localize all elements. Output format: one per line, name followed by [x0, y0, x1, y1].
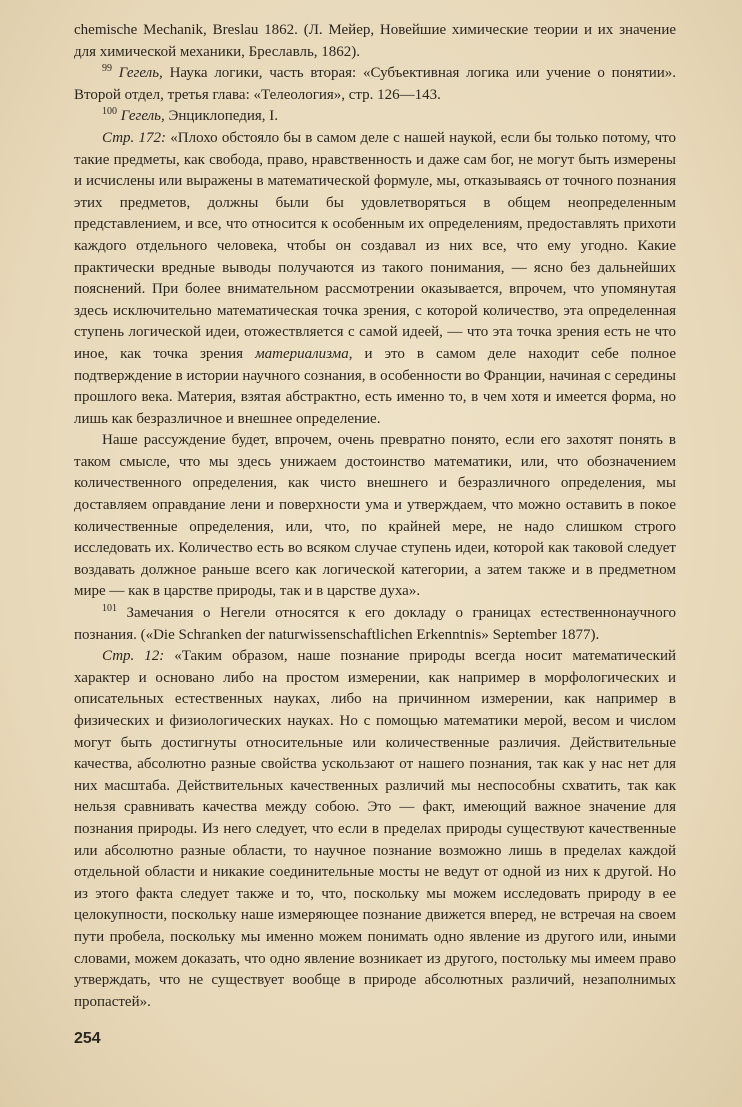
quote-text-cont: , и это в самом деле находит себе полное подтверждение в истории научного сознания, в особенности во Франции, начиная с середины прошлого века. Материя, взятая абстрактно, есть именно то, в чем хотя и имеется форма, но лишь как безразличное и внешнее определение. [74, 345, 676, 427]
footnote-author: Гегель, [120, 108, 165, 125]
quote-paragraph-1 [74, 128, 676, 430]
continued-footnote: chemische Mechanik, Breslau 1862. (Л. Мейер, Новейшие химические теории и их значение для химической механики, Бреславль, 1862). [74, 22, 676, 60]
page-reference: Стр. 12: [102, 648, 165, 665]
quote-text: «Плохо обстояло бы в самом деле с нашей наукой, если бы только потому, что такие предметы, как свобода, право, нравственность и даже сам бог, не могут быть измерены и исчислены или выражены в математической формуле, мы, отказываясь от точного познания этих предметов, должны были бы удовлетворяться в общем неопределенным представлением, и все, что относится к особенным их определениям, предоставлять прихоти каждого отдельного человека, чтобы он создавал из них все, что ему угодно. Какие практически вредные выводы получаются из такого понимания, — ясно без дальнейших пояснений. При более внимательном рассмотрении оказывается, впрочем, что упомянутая здесь исключительно математическая точка зрения, с которой количество, эта определенная ступень логической идеи, отожествляется с самой идеей, — что эта точка зрения есть не что иное, как точка зрения [74, 129, 676, 362]
quote-paragraph-2: Наше рассуждение будет, впрочем, очень превратно понято, если его захотят понять в таком смысле, что мы здесь унижаем достоинство математики, или, что обозначением количественного определения, как чисто внешнего и безразличного определения, мы доставляем оправдание лени и поверхности ума и утверждаем, что можно оставить в покое количественные определения, или, что, по крайней мере, не надо слишком строго исследовать их. Количество есть во всяком случае ступень идеи, которой как таковой следует воздавать должное раньше всего как логической категории, а затем также и в предметном мире — как в царстве природы, так и в царстве духа». [74, 432, 676, 600]
page-reference: Стр. 172: [102, 129, 167, 146]
footnote-author: Гегель, [118, 65, 163, 82]
text-body [74, 20, 676, 1013]
quote-paragraph-3 [74, 646, 676, 1013]
footnote-text: Наука логики, часть вторая: «Субъективная логика или учение о понятии». Второй отдел, третья глава: «Телеология», стр. 126—143. [74, 65, 677, 103]
footnote-99 [74, 63, 676, 106]
emphasis: материализма [255, 345, 349, 362]
footnote-number: 101 [102, 603, 117, 615]
footnote-100 [74, 106, 676, 128]
footnote-text: Энциклопедия, I. [164, 108, 279, 125]
footnote-number: 99 [102, 63, 112, 75]
footnote-text: Замечания о Негели относятся к его докладу о границах естественнонаучного познания. («Die Schranken der naturwissenschaftlichen Erkenntnis» September 1877). [74, 605, 676, 643]
page-number: 254 [74, 1030, 101, 1047]
footnote-number: 100 [102, 106, 117, 118]
footnote-101 [74, 603, 676, 646]
quote-text: «Таким образом, наше познание природы всегда носит математический характер и основано либо на простом измерении, как например в морфологических и описательных естественных науках, либо на причинном измерении, как например в физических и физиологических науках. Но с помощью математики мерой, весом и числом могут быть достигнуты относительные или количественные различия. Действительные качества, абсолютно разные свойства ускользают от нашего познания, так как у нас нет для них масштаба. Действительных качественных различий мы неспособны схватить, так как нельзя сравнивать качества между собою. Это — факт, имеющий важное значение для познания природы. Из него следует, что если в пределах природы существуют качественные или абсолютно разные области, то научное познание возможно лишь в пределах каждой отдельной области и никакие соединительные мосты не ведут от одной из них к другой. Но из этого факта следует также и то, что, поскольку мы можем исследовать природу в ее целокупности, поскольку наше измеряющее познание движется вперед, не встречая на своем пути пробела, поскольку мы именно можем понимать одно явление из другого или, иными словами, можем доказать, что одно явление возникает из другого, постольку мы имеем право утверждать, что не существует вообще в природе абсолютных различий, незаполнимых пропастей». [74, 648, 677, 1010]
